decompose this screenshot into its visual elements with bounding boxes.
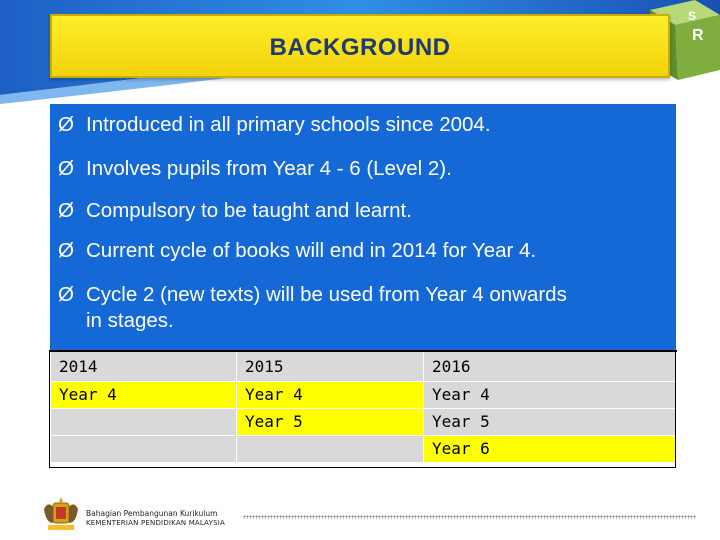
slide-title: BACKGROUND <box>269 34 451 61</box>
bullet-arrow-icon: Ø <box>58 113 74 136</box>
bullet-text: Introduced in all primary schools since 2004. <box>86 113 491 136</box>
table-header-cell: 2015 <box>237 351 424 381</box>
bullet-arrow-icon: Ø <box>58 157 74 180</box>
bullet-arrow-icon: Ø <box>58 239 74 262</box>
table-cell: Year 5 <box>424 408 677 435</box>
svg-text:R: R <box>692 27 704 44</box>
bullet-item <box>58 156 452 182</box>
svg-text:S: S <box>688 9 697 23</box>
bullet-item <box>58 112 491 138</box>
table-row <box>51 408 677 435</box>
table-header-row <box>51 351 677 381</box>
table-header-cell: 2016 <box>424 351 677 381</box>
footer-department: Bahagian Pembangunan Kurikulum <box>86 509 218 518</box>
table-cell: Year 4 <box>51 381 237 408</box>
table-cell: Year 4 <box>424 381 677 408</box>
bullet-item <box>58 198 412 224</box>
table-row <box>51 435 677 462</box>
table-cell: Year 6 <box>424 435 677 462</box>
footer-dotted-divider <box>243 515 696 519</box>
table-cell: Year 4 <box>237 381 424 408</box>
bullet-text: Cycle 2 (new texts) will be used from Year 4 onwards <box>86 283 567 306</box>
table-cell: Year 5 <box>237 408 424 435</box>
bullet-continuation: in stages. <box>86 309 174 332</box>
bullet-text: Compulsory to be taught and learnt. <box>86 199 412 222</box>
bullet-arrow-icon: Ø <box>58 283 74 306</box>
footer-ministry: KEMENTERIAN PENDIDIKAN MALAYSIA <box>86 519 226 527</box>
table-header-cell: 2014 <box>51 351 237 381</box>
bullet-item <box>58 282 567 334</box>
table-row <box>51 381 677 408</box>
bullet-text: Involves pupils from Year 4 - 6 (Level 2). <box>86 157 452 180</box>
bullet-item <box>58 238 536 264</box>
table-cell <box>51 435 237 462</box>
table-cell <box>51 408 237 435</box>
bullet-arrow-icon: Ø <box>58 199 74 222</box>
crest-logo-icon <box>40 497 82 533</box>
year-table <box>50 350 677 463</box>
bullet-panel <box>50 104 676 350</box>
table-cell <box>237 435 424 462</box>
bullet-text: Current cycle of books will end in 2014 for Year 4. <box>86 239 537 262</box>
